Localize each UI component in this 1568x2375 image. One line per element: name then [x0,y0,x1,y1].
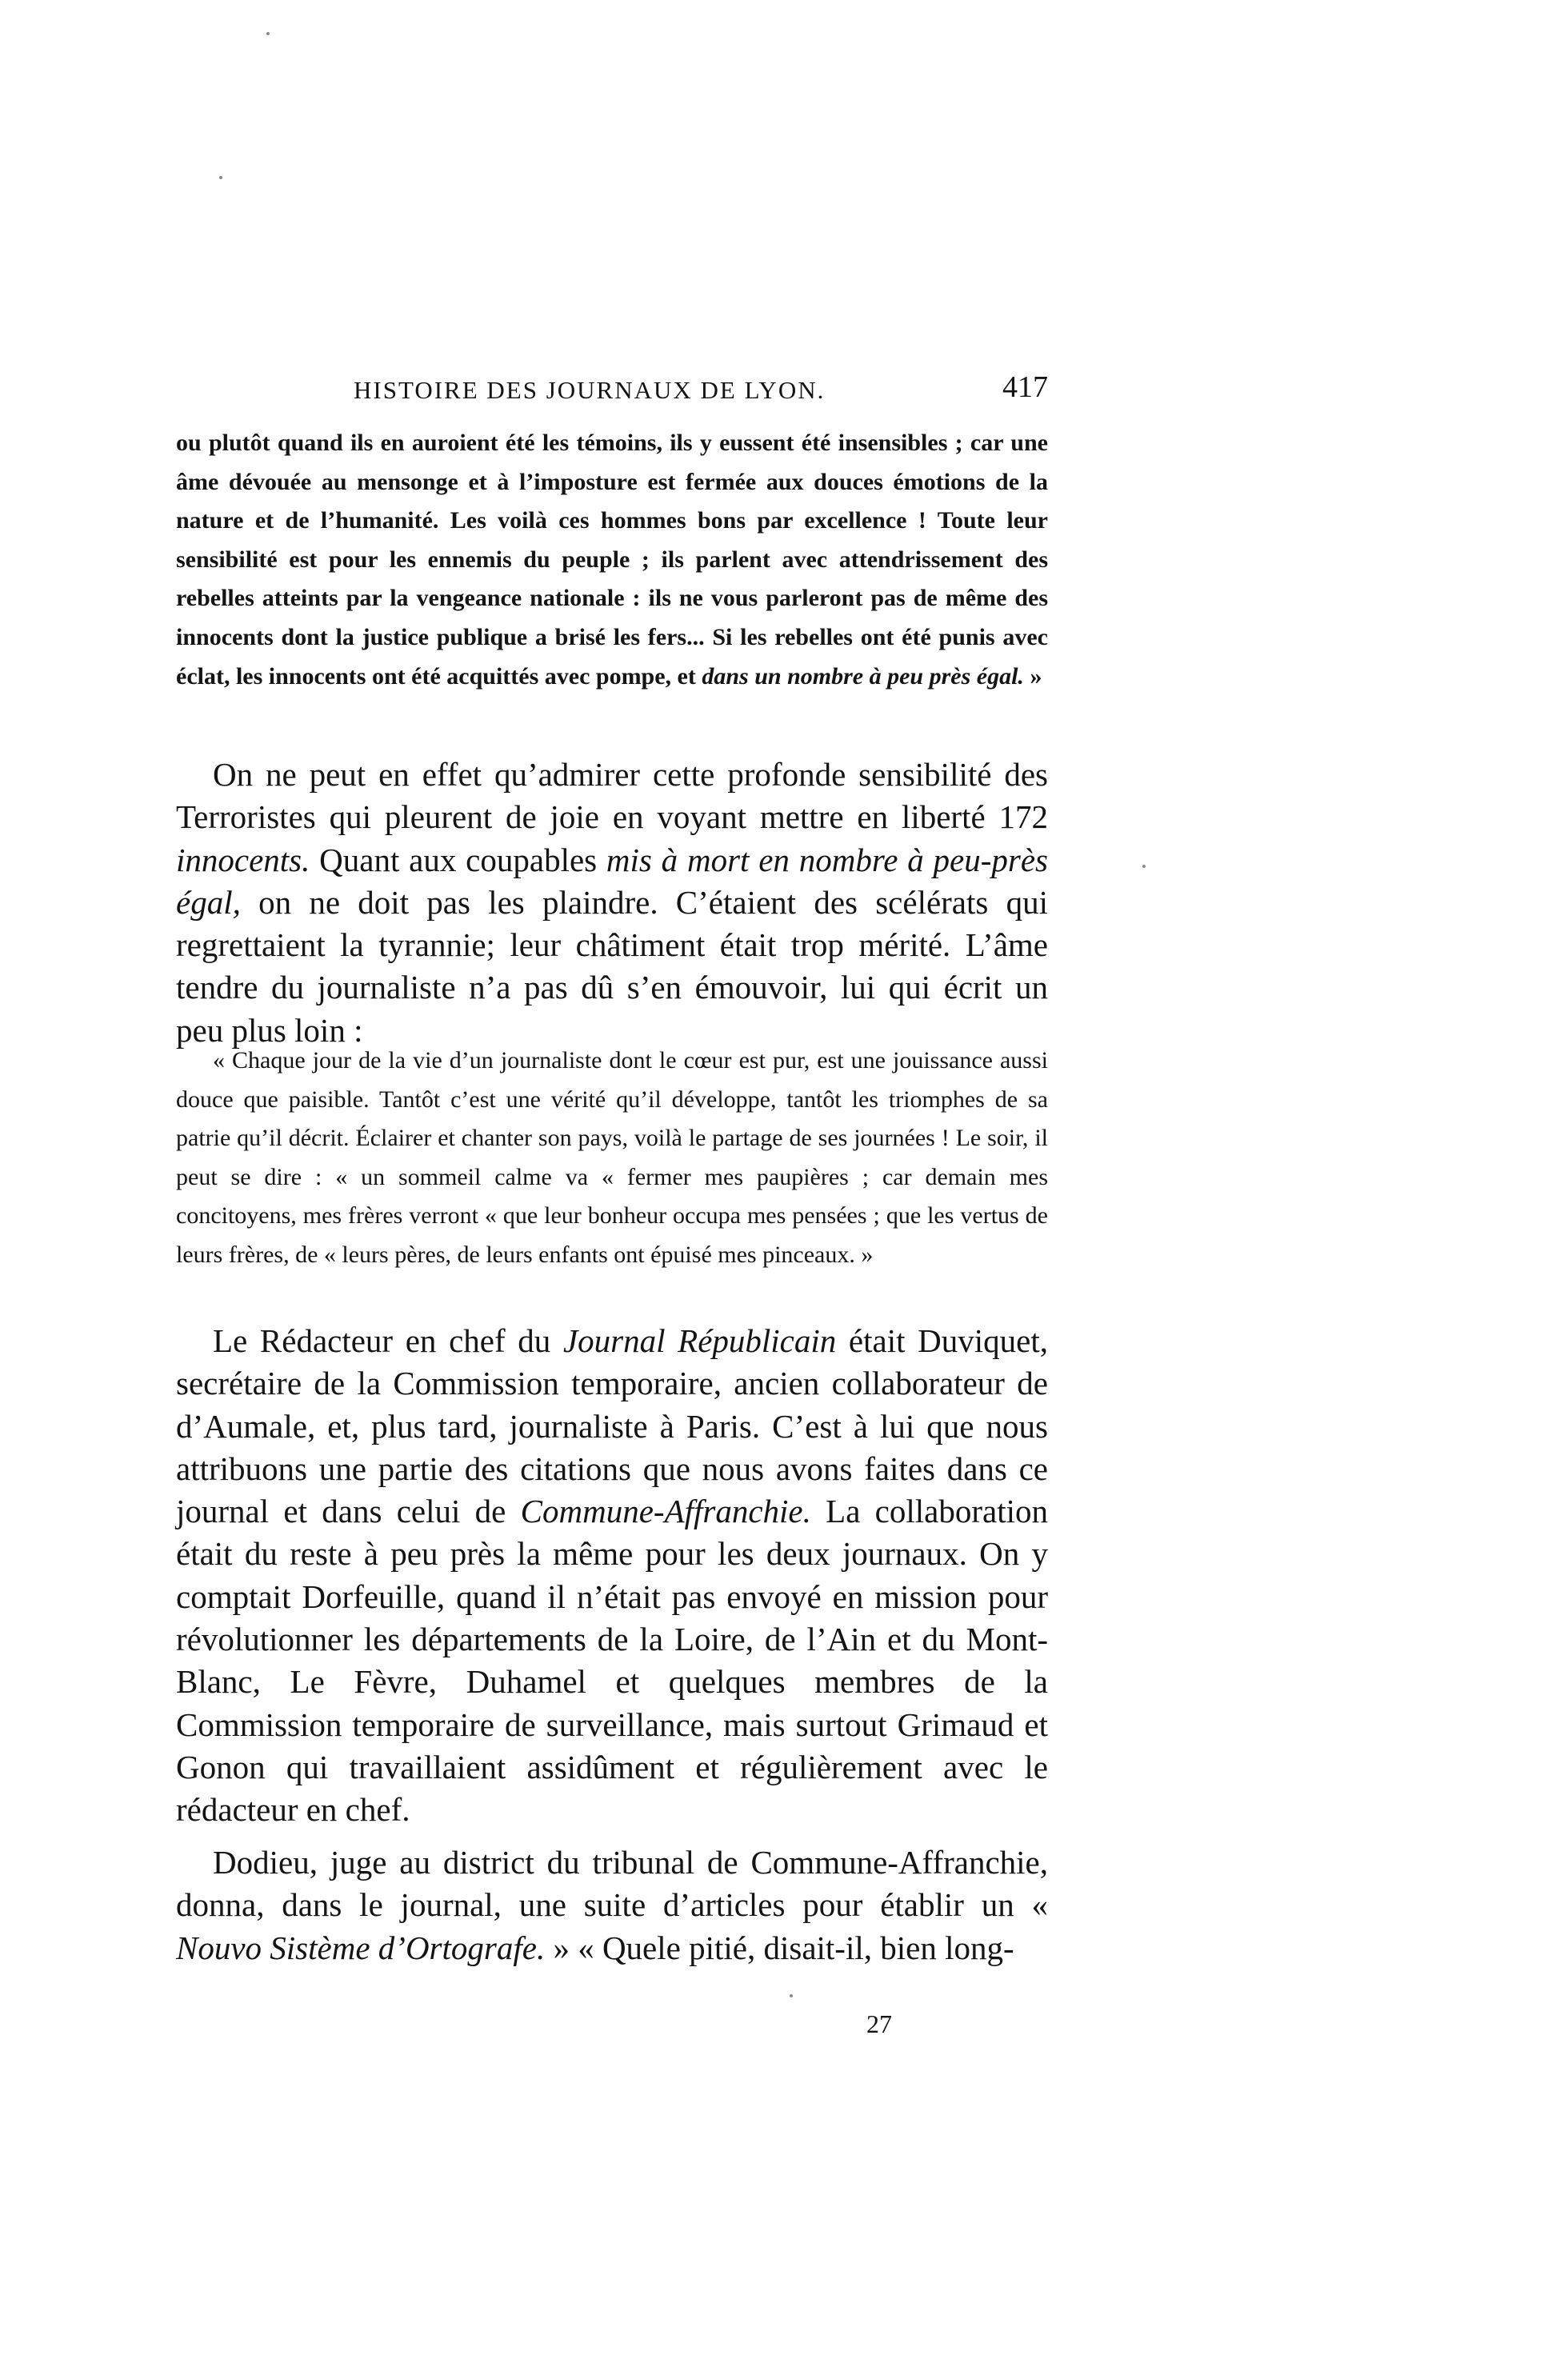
page-number: 417 [1002,370,1048,404]
paragraph-1 [176,754,1048,1052]
paper-speck [266,32,270,35]
quote-text: ou plutôt quand ils en auroient été les témoins, ils y eussent été insensibles ; car une âme dévouée au mensonge et à l’imposture est fermée aux douces émotions de la nature et de l’humanité. Les voilà ces hommes bons par excellence ! Toute leur sensibilité est pour les ennemis du peuple ; ils parlent avec attendrissement des rebelles atteints par la vengeance nationale : ils ne vous parleront pas de même des innocents dont la justice publique a brisé les fers... Si les rebelles ont été punis avec éclat, les innocents ont été acquittés avec pompe, et [176,430,1048,690]
paragraph-text: Quant aux coupables [310,841,606,878]
paragraph-italic: Commune-Affranchie. [520,1493,811,1530]
paragraph-text: On ne peut en effet qu’admirer cette profonde sensibilité des Terroristes qui pleurent de joie en voyant mettre en liberté 172 [176,756,1048,836]
paragraph-text: » « Quele pitié, disait-il, bien long- [545,1929,1014,1966]
paragraph-2 [176,1320,1048,1832]
signature-mark: 27 [866,2009,892,2038]
paper-speck [219,176,222,179]
paragraph-text: Le Rédacteur en chef du [213,1322,563,1359]
running-head [176,370,1048,418]
paragraph-3 [176,1841,1048,1969]
paragraph-italic: mis à mort en nombre à peu-près égal, [176,841,1049,921]
paragraph-italic: innocents. [176,841,310,878]
running-title: HISTOIRE DES JOURNAUX DE LYON. [354,376,826,404]
paper-speck [790,1994,793,1997]
paragraph-text: La collaboration était du reste à peu près la même pour les deux journaux. On y comptait Dorfeuille, quand il n’était pas envoyé en mission pour révolutionner les départements de la Loire, de l’Ain et du Mont-Blanc, Le Fèvre, Duhamel et quelques membres de la Commission temporaire de surveillance, mais surtout Grimaud et Gonon qui travaillaient assidûment et régulièrement avec le rédacteur en chef. [176,1493,1048,1829]
paper-speck [1142,865,1146,868]
paragraph-italic: Journal Républicain [562,1322,837,1359]
quote-close: » [1023,662,1042,690]
paragraph-text: on ne doit pas les plaindre. C’étaient des scélérats qui regrettaient la tyrannie; leur châtiment était trop mérité. L’âme tendre du journaliste n’a pas dû s’en émouvoir, lui qui écrit un peu plus loin : [176,883,1048,1049]
paragraph-text: était Duviquet, secrétaire de la Commission temporaire, ancien collaborateur de d’Aumale, et, plus tard, journaliste à Paris. C’est à lui que nous attribuons une partie des citations que nous avons faites dans ce journal et dans celui de [176,1322,1048,1530]
quote-continuation [176,424,1048,696]
block-quote [176,1042,1048,1275]
paragraph-text: Dodieu, juge au district du tribunal de Commune-Affranchie, donna, dans le journal, une suite d’articles pour établir un « [176,1844,1048,1924]
quote-italic: dans un nombre à peu près égal. [702,662,1024,690]
paragraph-italic: Nouvo Sistème d’Ortografe. [176,1929,546,1966]
quote-text: « Chaque jour de la vie d’un journaliste dont le cœur est pur, est une jouissance aussi douce que paisible. Tantôt c’est une vérité qu’il développe, tantôt les triomphes de sa patrie qu’il décrit. Éclairer et chanter son pays, voilà le partage de ses journées ! Le soir, il peut se dire : « un sommeil calme va « fermer mes paupières ; car demain mes concitoyens, mes frères verront « que leur bonheur occupa mes pensées ; que les vertus de leurs frères, de « leurs pères, de leurs enfants ont épuisé mes pinceaux. » [176,1047,1048,1268]
